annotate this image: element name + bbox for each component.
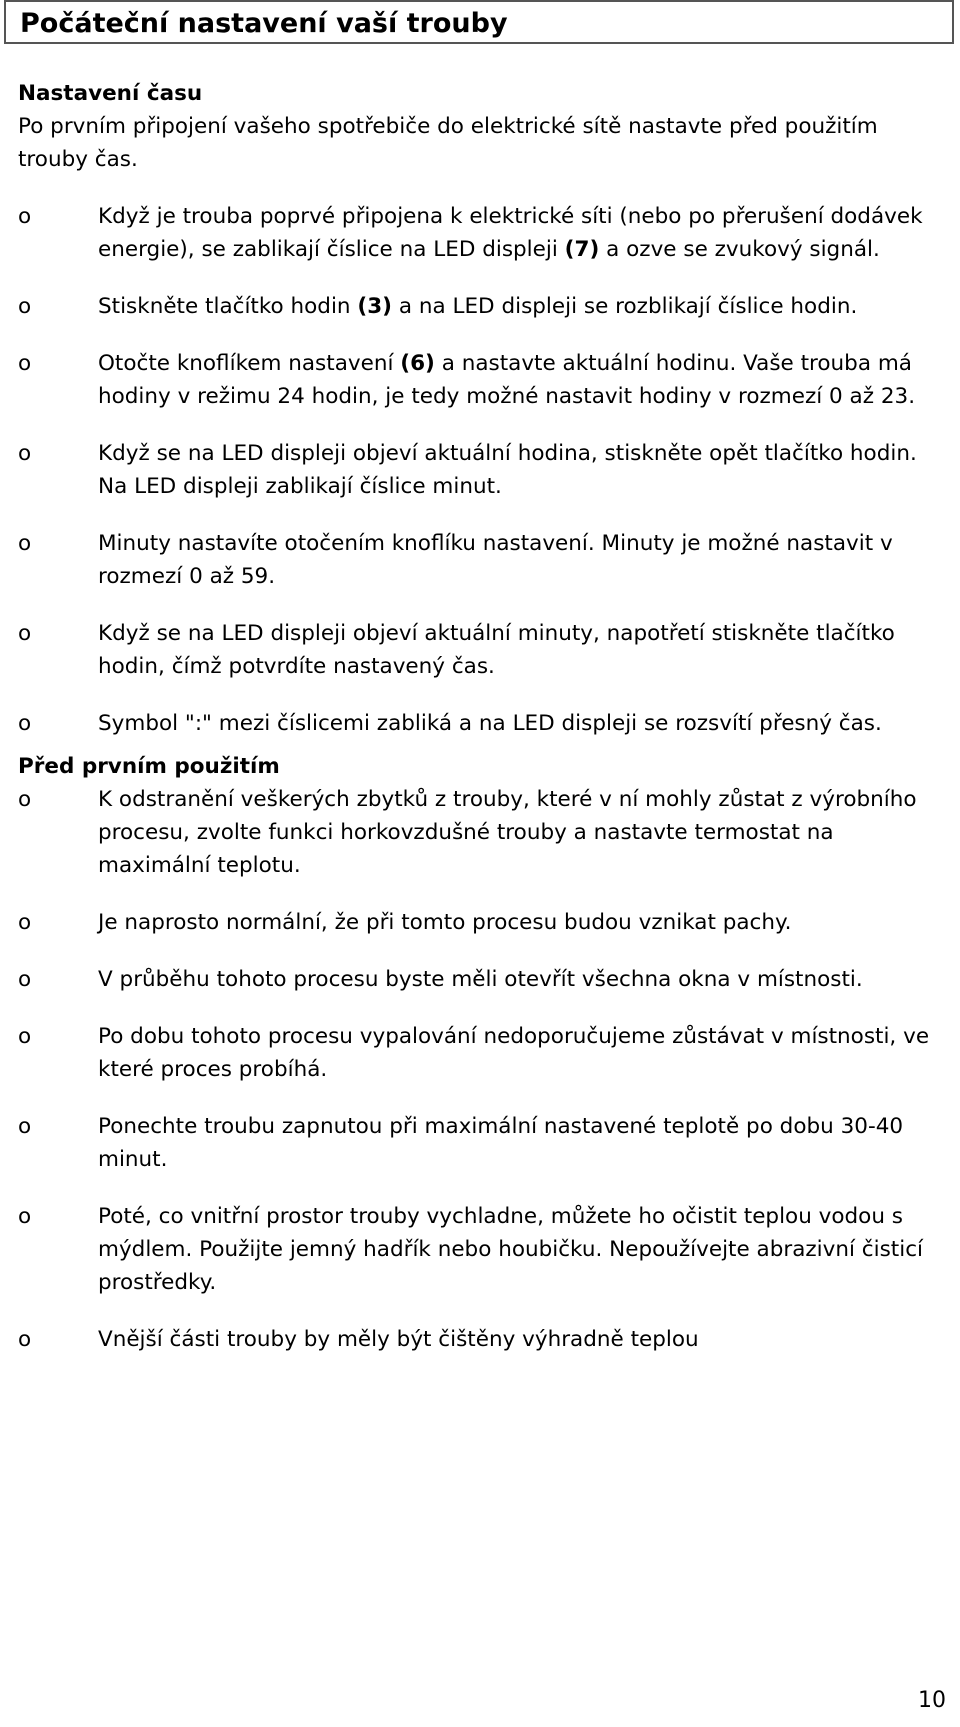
list-item-text: Poté, co vnitřní prostor trouby vychladne, můžete ho očistit teplou vodou s mýdlem. Použijte jemný hadřík nebo houbičku. Nepoužívejte abrazivní čisticí prostředky. — [98, 1204, 923, 1295]
list-item-text: Ponechte troubu zapnutou při maximální nastavené teplotě po dobu 30-40 minut. — [98, 1114, 904, 1172]
list-item — [18, 1323, 948, 1356]
list-item — [18, 1020, 948, 1086]
list-item-text-part: a na LED displeji se rozblikají číslice hodin. — [392, 294, 858, 319]
bullet-marker: o — [18, 441, 32, 466]
reference-number: (6) — [400, 351, 435, 376]
bullet-marker: o — [18, 351, 32, 376]
section-intro-time-setting: Po prvním připojení vašeho spotřebiče do elektrické sítě nastavte před použitím trouby čas. — [18, 114, 878, 172]
list-item — [18, 290, 948, 323]
bullet-marker: o — [18, 1024, 32, 1049]
list-item — [18, 437, 948, 503]
time-setting-list — [18, 200, 948, 740]
section-heading-before-first-use: Před prvním použitím — [18, 754, 280, 779]
list-item-text: Vnější části trouby by měly být čištěny výhradně teplou — [98, 1327, 699, 1352]
list-item-text: Po dobu tohoto procesu vypalování nedoporučujeme zůstávat v místnosti, ve které proces probíhá. — [98, 1024, 930, 1082]
bullet-marker: o — [18, 1204, 32, 1229]
page-title: Počáteční nastavení vaší trouby — [20, 8, 508, 39]
list-item — [18, 1200, 948, 1299]
reference-number: (3) — [357, 294, 393, 319]
bullet-marker: o — [18, 967, 32, 992]
list-item-text: Když se na LED displeji objeví aktuální hodina, stiskněte opět tlačítko hodin. Na LED displeji zablikají číslice minut. — [98, 441, 917, 499]
bullet-marker: o — [18, 1327, 32, 1352]
list-item-text: Je naprosto normální, že při tomto procesu budou vznikat pachy. — [98, 910, 792, 935]
page-number: 10 — [918, 1688, 946, 1713]
first-use-list — [18, 783, 948, 1356]
bullet-marker: o — [18, 621, 32, 646]
list-item — [18, 783, 948, 882]
bullet-marker: o — [18, 294, 32, 319]
list-item-text: V průběhu tohoto procesu byste měli otevřít všechna okna v místnosti. — [98, 967, 863, 992]
list-item — [18, 906, 948, 939]
list-item-text: Symbol ":" mezi číslicemi zabliká a na LED displeji se rozsvítí přesný čas. — [98, 711, 882, 736]
list-item-text — [98, 290, 948, 323]
page-title-box — [4, 0, 954, 44]
bullet-marker: o — [18, 1114, 32, 1139]
list-item — [18, 347, 948, 413]
list-item-text-part: Otočte knoflíkem nastavení — [98, 351, 401, 376]
section-heading-time-setting: Nastavení času — [18, 81, 203, 106]
bullet-marker: o — [18, 910, 32, 935]
list-item — [18, 963, 948, 996]
bullet-marker: o — [18, 787, 32, 812]
list-item-text-part: a nastavte aktuální hodinu. Vaše trouba má hodiny v režimu 24 hodin, je tedy možné nastavit hodiny v rozmezí 0 až 23. — [98, 351, 916, 409]
bullet-marker: o — [18, 204, 32, 229]
list-item-text-part: Stiskněte tlačítko hodin — [98, 294, 358, 319]
list-item — [18, 617, 948, 683]
list-item-text-part: a ozve se zvukový signál. — [599, 237, 880, 262]
document-content — [18, 77, 948, 1356]
list-item-text: Minuty nastavíte otočením knoflíku nastavení. Minuty je možné nastavit v rozmezí 0 až 59. — [98, 531, 893, 589]
list-item-text: K odstranění veškerých zbytků z trouby, které v ní mohly zůstat z výrobního procesu, zvolte funkci horkovzdušné trouby a nastavte termostat na maximální teplotu. — [98, 787, 917, 878]
list-item — [18, 527, 948, 593]
list-item — [18, 707, 948, 740]
list-item-text-part: Když je trouba poprvé připojena k elektrické síti (nebo po přerušení dodávek energie), se zablikají číslice na LED displeji — [98, 204, 923, 262]
list-item — [18, 1110, 948, 1176]
list-item-text — [98, 347, 948, 413]
list-item-text: Když se na LED displeji objeví aktuální minuty, napotřetí stiskněte tlačítko hodin, čímž potvrdíte nastavený čas. — [98, 621, 895, 679]
list-item-text — [98, 200, 948, 266]
reference-number: (7) — [564, 237, 600, 262]
bullet-marker: o — [18, 531, 32, 556]
list-item — [18, 200, 948, 266]
bullet-marker: o — [18, 711, 32, 736]
